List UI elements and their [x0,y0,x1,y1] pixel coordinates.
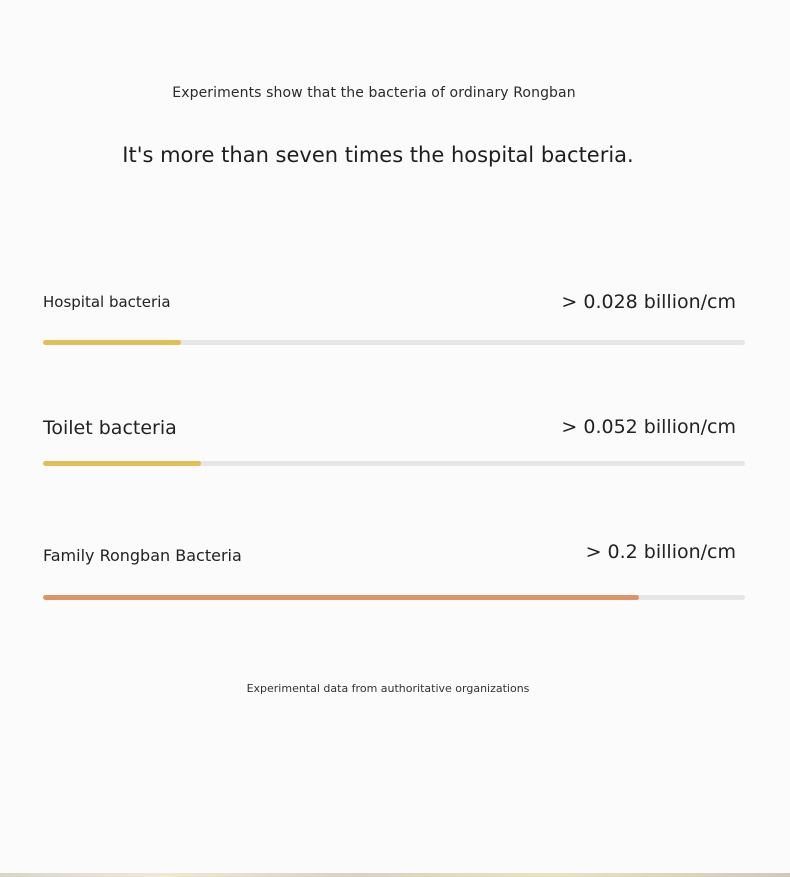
progress-track [43,340,745,345]
row-label: Family Rongban Bacteria [43,546,242,565]
row-label: Toilet bacteria [43,417,177,439]
progress-track [43,595,745,600]
bacteria-row-toilet [43,410,745,474]
bacteria-row-hospital [43,285,745,349]
progress-fill [43,595,639,600]
row-label: Hospital bacteria [43,293,171,311]
row-value: > 0.2 billion/cm [585,541,736,563]
headline: It's more than seven times the hospital bacteria. [122,143,634,167]
progress-track [43,461,745,466]
row-value: > 0.028 billion/cm [561,291,736,313]
row-value: > 0.052 billion/cm [561,416,736,438]
bacteria-row-family [43,538,745,608]
footnote: Experimental data from authoritative organizations [246,682,530,695]
progress-fill [43,461,201,466]
subtitle: Experiments show that the bacteria of ordinary Rongban [172,85,576,101]
bottom-image-edge [0,873,790,877]
progress-fill [43,340,181,345]
